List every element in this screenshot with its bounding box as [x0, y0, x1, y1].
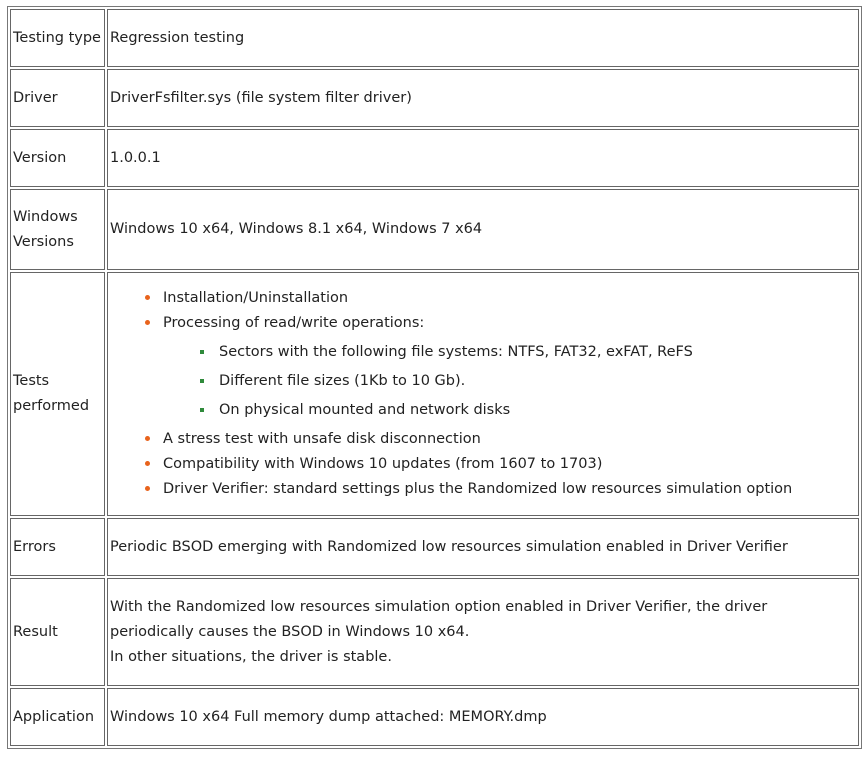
sub-list-item: Sectors with the following file systems: NTFS, FAT32, exFAT, ReFS: [219, 338, 856, 367]
list-item: Compatibility with Windows 10 updates (from 1607 to 1703): [163, 452, 856, 477]
result-line: In other situations, the driver is stable.: [110, 648, 392, 665]
value-cell: DriverFsfilter.sys (file system filter driver): [107, 69, 859, 127]
tests-list: [110, 286, 856, 502]
label-cell: Tests performed: [10, 272, 105, 516]
result-line: With the Randomized low resources simulation option enabled in Driver Verifier, the driver: [110, 598, 768, 615]
value-cell: [107, 272, 859, 516]
label-cell: Testing type: [10, 9, 105, 67]
sub-list-item: On physical mounted and network disks: [219, 396, 856, 425]
value-cell: Periodic BSOD emerging with Randomized low resources simulation enabled in Driver Verifier: [107, 518, 859, 576]
value-cell: Regression testing: [107, 9, 859, 67]
table-row-errors: [10, 518, 859, 576]
value-cell: 1.0.0.1: [107, 129, 859, 187]
value-cell: [107, 578, 859, 686]
label-cell: Version: [10, 129, 105, 187]
list-item: Driver Verifier: standard settings plus the Randomized low resources simulation option: [163, 477, 856, 502]
list-item-text: Processing of read/write operations:: [163, 315, 425, 331]
list-item: Installation/Uninstallation: [163, 286, 856, 311]
sub-list: [163, 336, 856, 427]
value-cell: Windows 10 x64 Full memory dump attached: MEMORY.dmp: [107, 688, 859, 746]
list-item: A stress test with unsafe disk disconnection: [163, 427, 856, 452]
table-row-application: [10, 688, 859, 746]
label-cell: Errors: [10, 518, 105, 576]
table-row-tests-performed: [10, 272, 859, 516]
label-cell: Application: [10, 688, 105, 746]
label-cell: Result: [10, 578, 105, 686]
table-row-driver: [10, 69, 859, 127]
table-row-testing-type: [10, 9, 859, 67]
label-cell: Driver: [10, 69, 105, 127]
table-row-windows-versions: [10, 189, 859, 270]
table-row-result: [10, 578, 859, 686]
sub-list-item: Different file sizes (1Kb to 10 Gb).: [219, 367, 856, 396]
table-row-version: [10, 129, 859, 187]
value-cell: Windows 10 x64, Windows 8.1 x64, Windows 7 x64: [107, 189, 859, 270]
test-report-table: [7, 6, 862, 749]
list-item: [163, 311, 856, 427]
result-line: periodically causes the BSOD in Windows 10 x64.: [110, 623, 470, 640]
label-cell: Windows Versions: [10, 189, 105, 270]
